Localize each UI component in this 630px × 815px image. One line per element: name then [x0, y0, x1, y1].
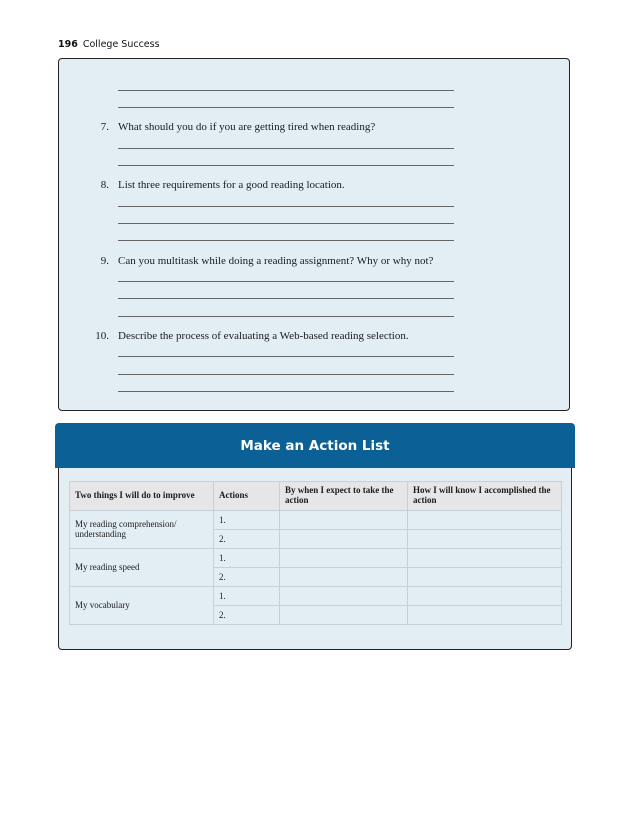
review-questions-box — [58, 58, 570, 411]
question-text: Can you multitask while doing a reading assignment? Why or why not? — [118, 255, 434, 267]
question-number: 9. — [100, 255, 109, 267]
answer-line[interactable] — [118, 281, 454, 282]
by-when-cell[interactable] — [280, 548, 408, 567]
table-row — [70, 548, 562, 567]
how-know-cell[interactable] — [408, 586, 562, 605]
action-list-table — [69, 481, 562, 625]
table-row — [70, 510, 562, 529]
question-item — [89, 121, 529, 133]
question-text: Describe the process of evaluating a Web-based reading selection. — [118, 330, 409, 342]
action-cell[interactable]: 2. — [214, 529, 280, 548]
question-item — [89, 330, 529, 342]
by-when-cell[interactable] — [280, 567, 408, 586]
table-row — [70, 586, 562, 605]
answer-line[interactable] — [118, 316, 454, 317]
question-item — [89, 179, 529, 191]
by-when-cell[interactable] — [280, 510, 408, 529]
question-number: 7. — [100, 121, 109, 133]
column-header: By when I expect to take the action — [280, 482, 408, 511]
action-cell[interactable]: 2. — [214, 605, 280, 624]
action-cell[interactable]: 1. — [214, 586, 280, 605]
how-know-cell[interactable] — [408, 529, 562, 548]
answer-line[interactable] — [118, 356, 454, 357]
topic-cell: My reading comprehension/ understanding — [70, 510, 214, 548]
answer-line[interactable] — [118, 148, 454, 149]
answer-line[interactable] — [118, 374, 454, 375]
column-header: Actions — [214, 482, 280, 511]
by-when-cell[interactable] — [280, 529, 408, 548]
question-number: 8. — [100, 179, 109, 191]
how-know-cell[interactable] — [408, 567, 562, 586]
question-text: List three requirements for a good reading location. — [118, 179, 345, 191]
page-number: 196 — [58, 39, 78, 50]
column-header: Two things I will do to improve — [70, 482, 214, 511]
answer-line[interactable] — [118, 223, 454, 224]
answer-line[interactable] — [118, 298, 454, 299]
topic-cell: My reading speed — [70, 548, 214, 586]
action-cell[interactable]: 2. — [214, 567, 280, 586]
action-list-title: Make an Action List — [55, 423, 575, 468]
answer-line[interactable] — [118, 165, 454, 166]
page-header — [58, 39, 160, 50]
answer-line[interactable] — [118, 107, 454, 108]
question-item — [89, 255, 529, 267]
by-when-cell[interactable] — [280, 605, 408, 624]
question-number: 10. — [95, 330, 109, 342]
how-know-cell[interactable] — [408, 605, 562, 624]
table-header-row — [70, 482, 562, 511]
answer-line[interactable] — [118, 391, 454, 392]
action-cell[interactable]: 1. — [214, 548, 280, 567]
topic-cell: My vocabulary — [70, 586, 214, 624]
by-when-cell[interactable] — [280, 586, 408, 605]
how-know-cell[interactable] — [408, 510, 562, 529]
column-header: How I will know I accomplished the action — [408, 482, 562, 511]
action-cell[interactable]: 1. — [214, 510, 280, 529]
book-title: College Success — [82, 39, 160, 50]
question-text: What should you do if you are getting tired when reading? — [118, 121, 376, 133]
answer-line[interactable] — [118, 206, 454, 207]
how-know-cell[interactable] — [408, 548, 562, 567]
answer-line[interactable] — [118, 240, 454, 241]
answer-line[interactable] — [118, 90, 454, 91]
